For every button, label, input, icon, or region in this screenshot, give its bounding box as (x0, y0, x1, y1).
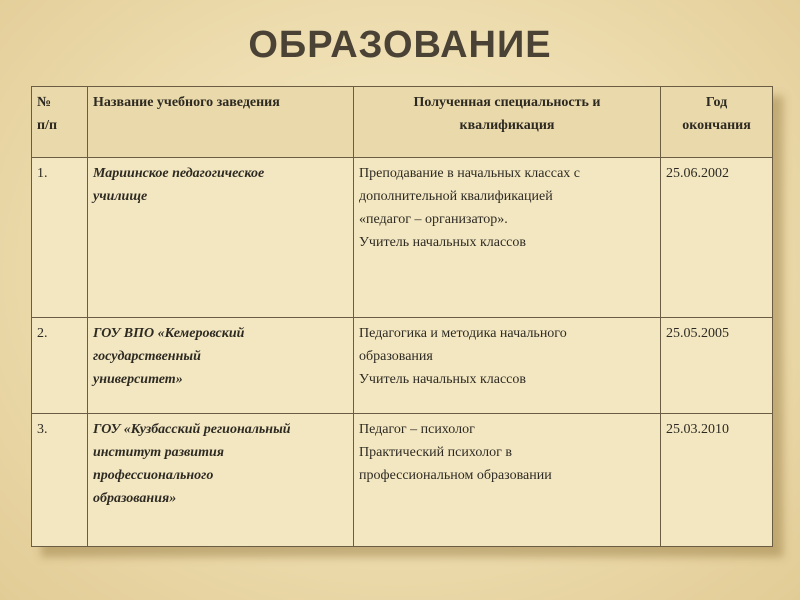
header-number (32, 87, 88, 158)
row-institution (88, 158, 354, 318)
row-number: 1. (32, 158, 88, 318)
header-year-line: окончания (682, 118, 751, 133)
row-specialty (354, 414, 661, 547)
header-institution (88, 87, 354, 158)
row-institution (88, 414, 354, 547)
row-institution (88, 318, 354, 414)
institution-line: Мариинское педагогическое (93, 166, 265, 181)
header-number-line: п/п (37, 118, 58, 133)
institution-line: государственный (93, 349, 201, 364)
specialty-line: Практический психолог в (359, 445, 512, 460)
specialty-line: дополнительной квалификацией (359, 189, 553, 204)
specialty-line: Преподавание в начальных классах с (359, 166, 581, 181)
row-specialty (354, 318, 661, 414)
institution-line: университет» (93, 372, 183, 387)
specialty-line: Педагогика и методика начального (359, 326, 567, 341)
table-header-row (32, 87, 773, 158)
table-row (32, 414, 773, 547)
table-row (32, 158, 773, 318)
header-institution-text: Название учебного заведения (93, 95, 280, 110)
institution-line: ГОУ ВПО «Кемеровский (93, 326, 245, 341)
institution-line: образования» (93, 491, 177, 506)
header-year (661, 87, 773, 158)
specialty-line: профессиональном образовании (359, 468, 552, 483)
row-year: 25.06.2002 (661, 158, 773, 318)
row-year: 25.03.2010 (661, 414, 773, 547)
row-number: 3. (32, 414, 88, 547)
row-year: 25.05.2005 (661, 318, 773, 414)
row-specialty (354, 158, 661, 318)
table-row (32, 318, 773, 414)
institution-line: ГОУ «Кузбасский региональный (93, 422, 291, 437)
specialty-line: Педагог – психолог (359, 422, 475, 437)
education-table (31, 86, 773, 547)
slide-title: ОБРАЗОВАНИЕ (248, 24, 552, 66)
institution-line: институт развития (93, 445, 224, 460)
header-number-line: № (37, 95, 52, 110)
specialty-line: образования (359, 349, 433, 364)
header-specialty-line: Полученная специальность и (413, 95, 601, 110)
institution-line: профессионального (93, 468, 214, 483)
header-specialty-line: квалификация (459, 118, 555, 133)
header-year-line: Год (705, 95, 728, 110)
row-number: 2. (32, 318, 88, 414)
specialty-line: Учитель начальных классов (359, 372, 526, 387)
header-specialty (354, 87, 661, 158)
specialty-line: «педагог – организатор». (359, 212, 508, 227)
specialty-line: Учитель начальных классов (359, 235, 526, 250)
institution-line: училище (93, 189, 148, 204)
